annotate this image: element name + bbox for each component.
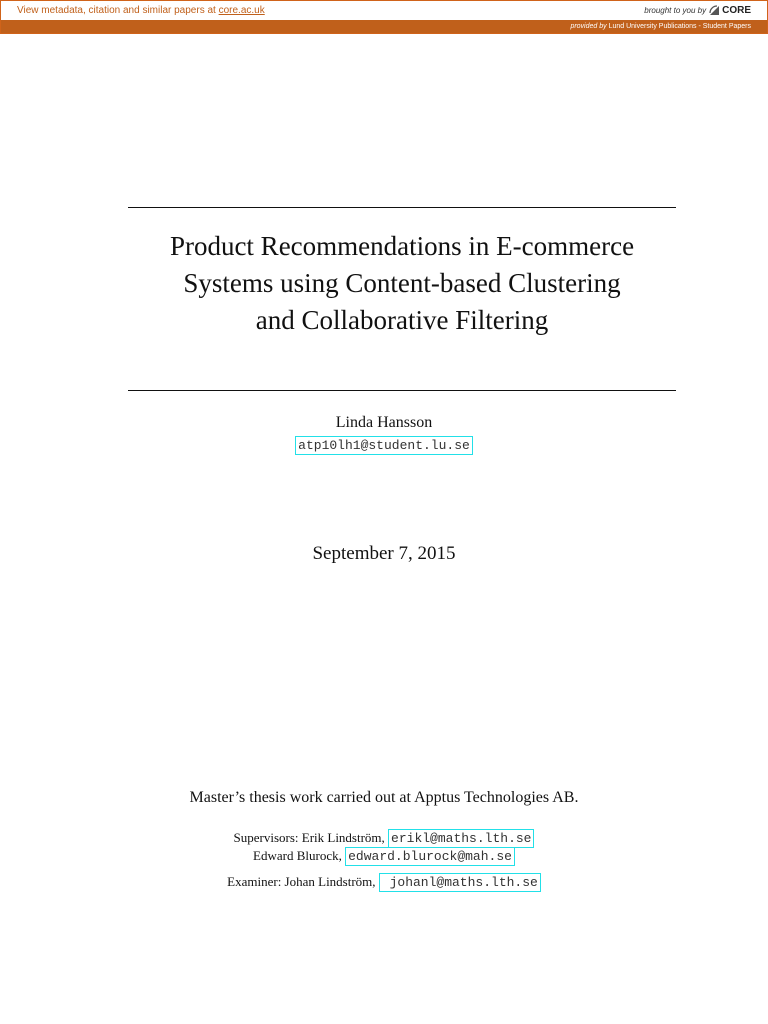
core-metadata-text: View metadata, citation and similar papers at: [17, 5, 219, 16]
title-rule-bottom: [128, 390, 676, 391]
supervisor2-email-link[interactable]: edward.blurock@mah.se: [345, 847, 515, 866]
core-ac-uk-link[interactable]: core.ac.uk: [218, 5, 265, 16]
paper-date: September 7, 2015: [312, 543, 456, 564]
core-logo-icon: [709, 5, 720, 16]
core-banner-top: [1, 1, 767, 21]
core-logo[interactable]: [709, 5, 751, 16]
paper-title: [100, 228, 704, 339]
thesis-note: Master’s thesis work carried out at Apptus Technologies AB.: [189, 789, 579, 806]
author-email-line: [0, 436, 768, 455]
author-name: Linda Hansson: [335, 414, 433, 431]
supervisor-line-2: [0, 847, 768, 866]
title-line-2: Systems using Content-based Clustering: [183, 268, 621, 298]
core-logo-text: CORE: [722, 5, 751, 16]
provided-by-prefix: provided by: [570, 23, 607, 30]
examiner-line: [0, 873, 768, 892]
supervisor2-name: Edward Blurock,: [253, 848, 346, 863]
title-line-1: Product Recommendations in E-commerce: [169, 231, 635, 261]
title-rule-top: [128, 207, 676, 208]
brought-by-text: brought to you by: [644, 6, 707, 15]
title-line-3: and Collaborative Filtering: [255, 305, 549, 335]
examiner-label: Examiner: Johan Lindström,: [227, 874, 379, 889]
core-provided-by-bar: [1, 20, 767, 33]
core-metadata-notice: [17, 5, 265, 16]
core-brought-by: [644, 5, 751, 16]
supervisor-line-1: [0, 829, 768, 848]
core-banner: [0, 0, 768, 34]
provided-by-source: Lund University Publications - Student Papers: [606, 23, 751, 30]
supervisor1-email-link[interactable]: erikl@maths.lth.se: [388, 829, 534, 848]
author-email-link[interactable]: atp10lh1@student.lu.se: [295, 436, 473, 455]
examiner-email-link[interactable]: johanl@maths.lth.se: [379, 873, 541, 892]
supervisors-label: Supervisors: Erik Lindström,: [233, 830, 389, 845]
